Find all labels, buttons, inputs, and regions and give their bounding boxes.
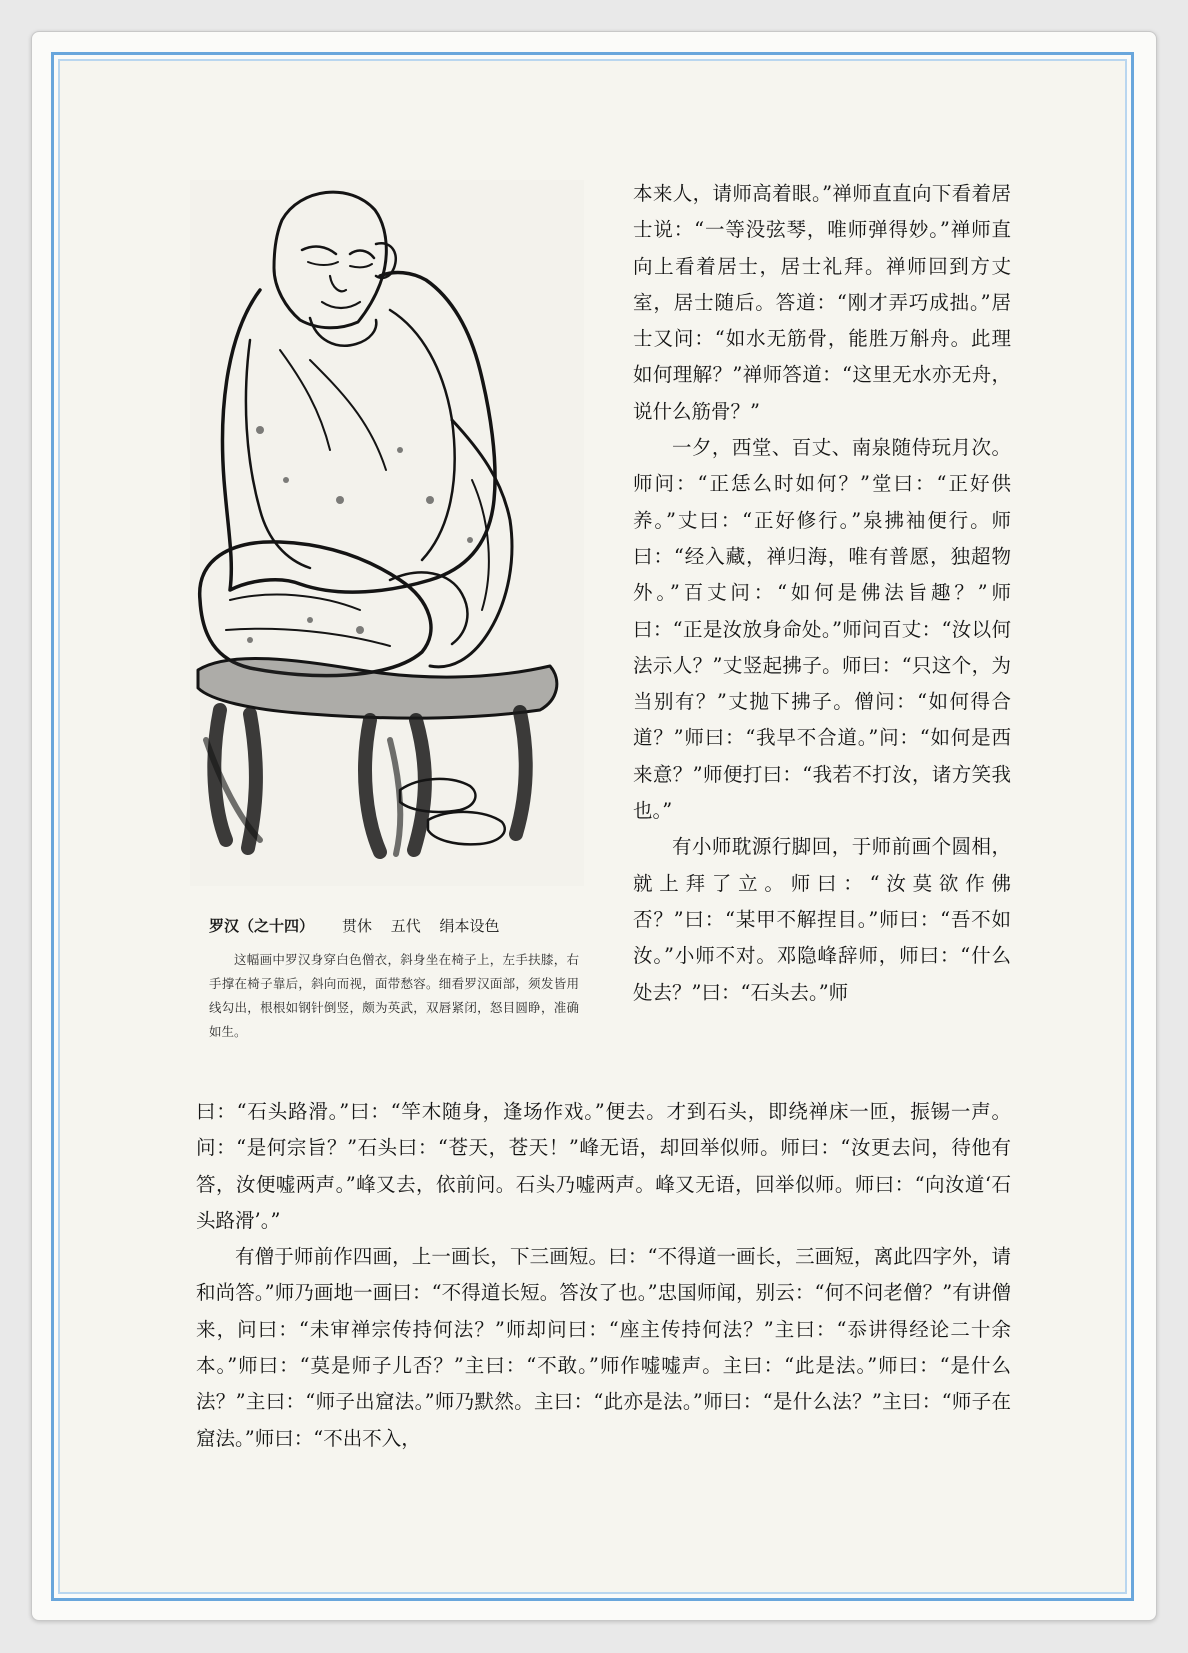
column-paragraph-2: 一夕，西堂、百丈、南泉随侍玩月次。师问：“正恁么时如何？”堂曰：“正好供养。”丈曰：“正好修行。”泉拂袖便行。师曰：“经入藏，禅归海，唯有普愿，独超物外。”百丈问：“如何是佛法旨趣？”师曰：“正是汝放身命处。”师问百丈：“汝以何法示人？”丈竖起拂子。师曰：“只这个，为当别有？”丈抛下拂子。僧问：“如何得合道？”师曰：“我早不合道。”问：“如何是西来意？”师便打曰：“我若不打汝，诸方笑我也。” bbox=[633, 436, 1011, 823]
caption-note-text: 这幅画中罗汉身穿白色僧衣，斜身坐在椅子上，左手扶膝，右手撑在椅子靠后，斜向而视，面带愁容。细看罗汉面部，须发皆用线勾出，根根如钢针倒竖，颇为英武，双唇紧闭，怒目圆睁，准确如生。 bbox=[209, 952, 579, 1039]
figure-caption-note bbox=[209, 948, 579, 1044]
caption-meta-text: 贯休 五代 绢本设色 bbox=[342, 917, 500, 935]
arhat-illustration bbox=[190, 180, 584, 886]
column-paragraph-1: 本来人，请师高着眼。”禅师直直向下看着居士说：“一等没弦琴，唯师弹得妙。”禅师直向上看着居士，居士礼拜。禅师回到方丈室，居士随后。答道：“刚才弄巧成拙。”居士又问：“如水无筋骨，能胜万斛舟。此理如何理解？”禅师答道：“这里无水亦无舟，说什么筋骨？” bbox=[633, 182, 1011, 423]
full-width-text bbox=[196, 1094, 1011, 1457]
figure-caption-title bbox=[209, 915, 609, 936]
full-paragraph-1: 曰：“石头路滑。”曰：“竿木随身，逢场作戏。”便去。才到石头，即绕禅床一匝，振锡一声。问：“是何宗旨？”石头曰：“苍天，苍天！”峰无语，却回举似师。师曰：“汝更去问，待他有答，汝便嘘两声。”峰又去，依前问。石头乃嘘两声。峰又无语，回举似师。师曰：“向汝道‘石头路滑’。” bbox=[196, 1100, 1011, 1232]
full-paragraph-2: 有僧于师前作四画，上一画长，下三画短。曰：“不得道一画长，三画短，离此四字外，请和尚答。”师乃画地一画曰：“不得道长短。答汝了也。”忠国师闻，别云：“何不问老僧？”有讲僧来，问曰：“未审禅宗传持何法？”师却问曰：“座主传持何法？”主曰：“忝讲得经论二十余本。”师曰：“莫是师子儿否？”主曰：“不敢。”师作嘘嘘声。主曰：“此是法。”师曰：“是什么法？”主曰：“师子出窟法。”师乃默然。主曰：“此亦是法。”师曰：“是什么法？”主曰：“师子在窟法。”师曰：“不出不入， bbox=[196, 1245, 1011, 1450]
arhat-engraving-icon bbox=[190, 180, 584, 886]
right-column-text bbox=[633, 176, 1011, 1011]
caption-title-text: 罗汉（之十四） bbox=[209, 917, 315, 935]
column-paragraph-3: 有小师耽源行脚回，于师前画个圆相，就上拜了立。师曰：“汝莫欲作佛否？”曰：“某甲不解捏目。”师曰：“吾不如汝。”小师不对。邓隐峰辞师，师曰：“什么处去？”曰：“石头去。”师 bbox=[633, 835, 1011, 1004]
